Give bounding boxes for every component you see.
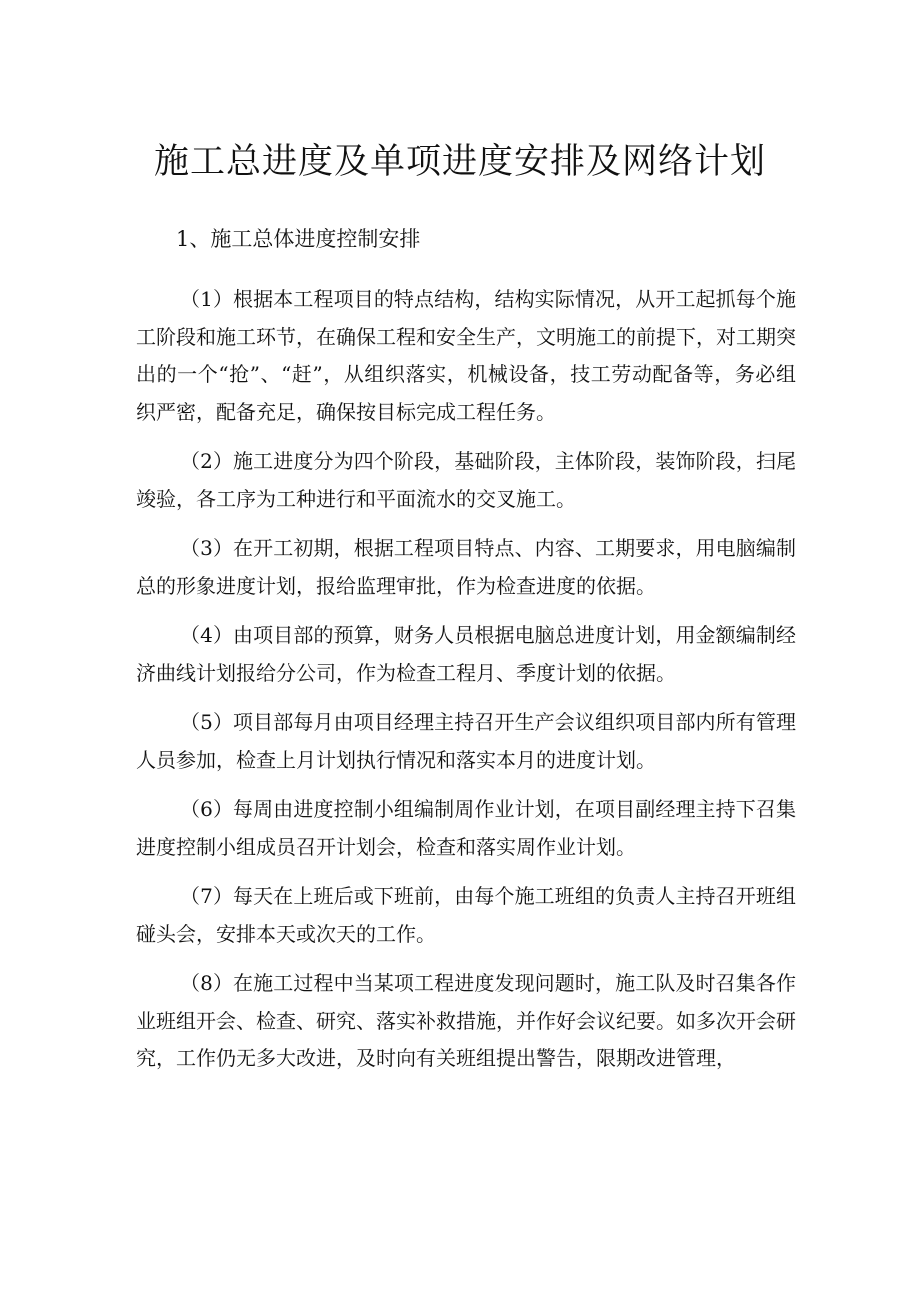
paragraph-2: （2）施工进度分为四个阶段，基础阶段，主体阶段，装饰阶段，扫尾竣验，各工序为工种进行和平面流水的交叉施工。: [136, 449, 796, 511]
paragraph-5: （5）项目部每月由项目经理主持召开生产会议组织项目部内所有管理人员参加，检查上月计划执行情况和落实本月的进度计划。: [136, 710, 796, 772]
paragraph-3: （3）在开工初期，根据工程项目特点、内容、工期要求，用电脑编制总的形象进度计划，报给监理审批，作为检查进度的依据。: [136, 536, 796, 598]
paragraph-6: （6）每周由进度控制小组编制周作业计划，在项目副经理主持下召集进度控制小组成员召开计划会，检查和落实周作业计划。: [136, 797, 796, 859]
document-title: 施工总进度及单项进度安排及网络计划: [153, 142, 766, 182]
body-text: [136, 281, 796, 1090]
paragraph-4: （4）由项目部的预算，财务人员根据电脑总进度计划，用金额编制经济曲线计划报给分公司，作为检查工程月、季度计划的依据。: [136, 623, 796, 685]
paragraph-1: （1）根据本工程项目的特点结构，结构实际情况，从开工起抓每个施工阶段和施工环节，在确保工程和安全生产，文明施工的前提下，对工期突出的一个“抢”、“赶”，从组织落实，机械设备，技工劳动配备等，务必组织严密，配备充足，确保按目标完成工程任务。: [136, 287, 796, 424]
paragraph-8: （8）在施工过程中当某项工程进度发现问题时，施工队及时召集各作业班组开会、检查、研究、落实补救措施，并作好会议纪要。如多次开会研究，工作仍无多大改进，及时向有关班组提出警告，限期改进管理，: [136, 971, 796, 1070]
section-heading: 1、施工总体进度控制安排: [176, 227, 421, 251]
paragraph-7: （7）每天在上班后或下班前，由每个施工班组的负责人主持召开班组碰头会，安排本天或次天的工作。: [136, 884, 796, 946]
